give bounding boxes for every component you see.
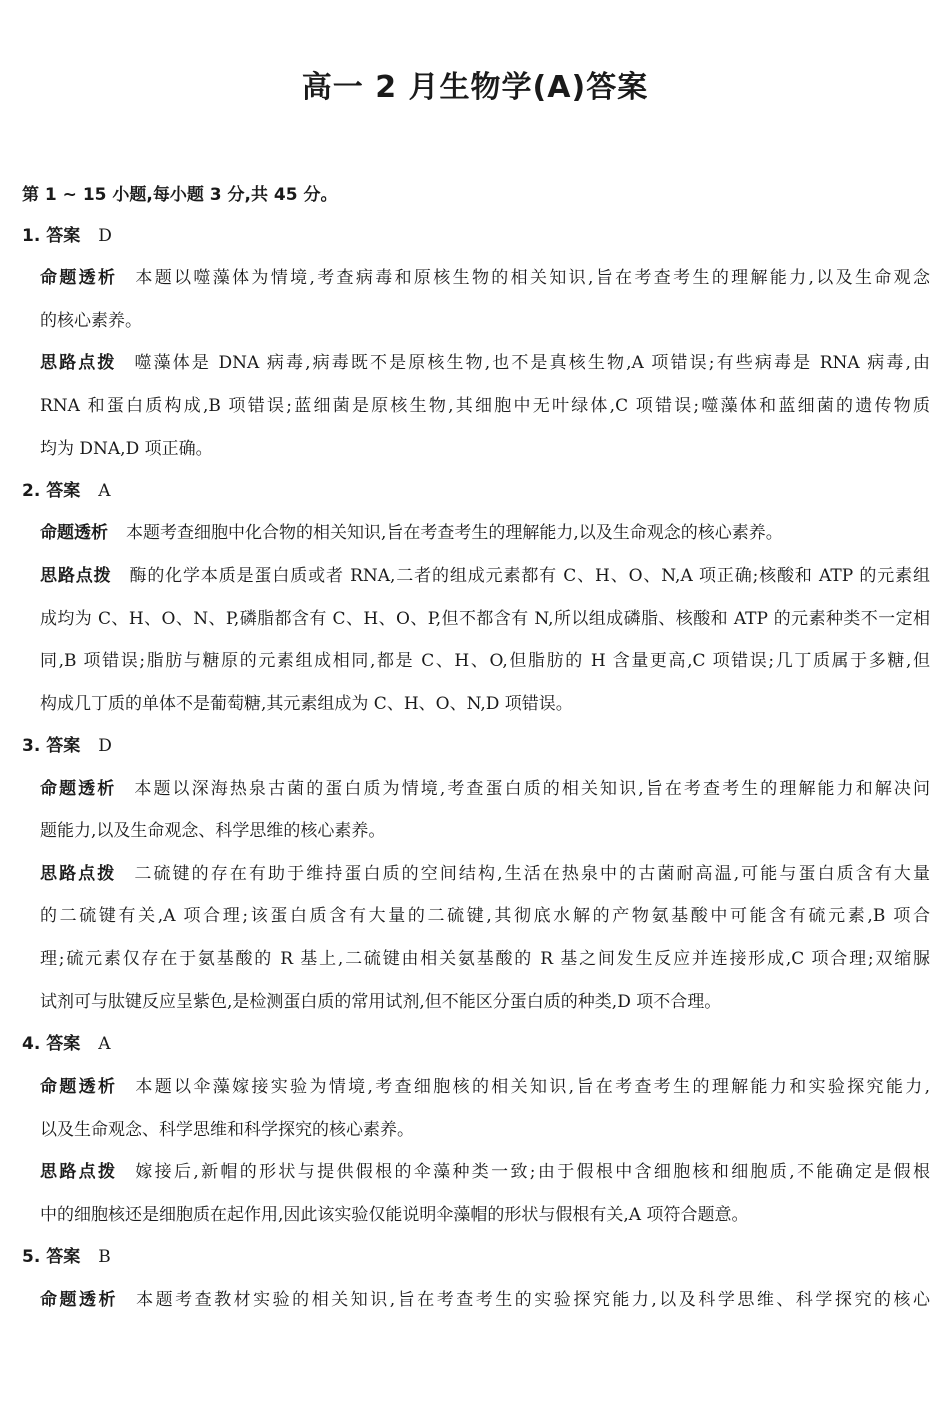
hint-line xyxy=(40,862,930,886)
analysis-line xyxy=(40,266,930,290)
analysis-text: 本题以伞藻嫁接实验为情境,考查细胞核的相关知识,旨在考查考生的理解能力和实验探究能力, xyxy=(135,1077,930,1097)
answer-letter: D xyxy=(98,736,112,756)
question-number: 4. xyxy=(22,1034,41,1054)
answer-label: 答案 xyxy=(46,736,81,756)
hint-line xyxy=(40,564,930,588)
answer-letter: A xyxy=(98,1034,111,1054)
hint-text: 嫁接后,新帽的形状与提供假根的伞藻种类一致;由于假根中含细胞核和细胞质,不能确定是假根 xyxy=(135,1162,930,1182)
analysis-line xyxy=(40,521,783,545)
hint-text: 二硫键的存在有助于维持蛋白质的空间结构,生活在热泉中的古菌耐高温,可能与蛋白质含有大量 xyxy=(134,864,931,884)
analysis-text: 本题以深海热泉古菌的蛋白质为情境,考查蛋白质的相关知识,旨在考查考生的理解能力和解决问 xyxy=(134,779,931,799)
analysis-text: 本题考查教材实验的相关知识,旨在考查考生的实验探究能力,以及科学思维、科学探究的核心 xyxy=(136,1290,930,1310)
analysis-text: 的核心素养。 xyxy=(40,311,142,331)
analysis-label: 命题透析 xyxy=(40,523,108,543)
analysis-label: 命题透析 xyxy=(40,779,117,799)
analysis-text: 以及生命观念、科学思维和科学探究的核心素养。 xyxy=(40,1120,414,1140)
section-intro: 第 1 ~ 15 小题,每小题 3 分,共 45 分。 xyxy=(22,185,338,205)
analysis-label: 命题透析 xyxy=(40,1077,118,1097)
answer-letter: B xyxy=(98,1247,111,1267)
analysis-label: 命题透析 xyxy=(40,268,118,288)
answer-label: 答案 xyxy=(46,1247,81,1267)
hint-line xyxy=(40,351,930,375)
analysis-line xyxy=(40,1288,930,1312)
hint-text: 构成几丁质的单体不是葡萄糖,其元素组成为 C、H、O、N,D 项错误。 xyxy=(40,694,573,714)
hint-text: 中的细胞核还是细胞质在起作用,因此该实验仅能说明伞藻帽的形状与假根有关,A 项符合题意。 xyxy=(40,1205,749,1225)
answer-label: 答案 xyxy=(46,1034,81,1054)
hint-label: 思路点拨 xyxy=(40,353,117,373)
answer-line xyxy=(22,479,111,503)
question-number: 2. xyxy=(22,481,41,501)
hint-label: 思路点拨 xyxy=(40,1162,118,1182)
hint-text: 同,B 项错误;脂肪与糖原的元素组成相同,都是 C、H、O,但脂肪的 H 含量更高,C 项错误;几丁质属于多糖,但 xyxy=(40,651,930,671)
hint-line xyxy=(40,1160,930,1184)
answer-label: 答案 xyxy=(46,481,81,501)
hint-label: 思路点拨 xyxy=(40,864,117,884)
hint-text: 理;硫元素仅存在于氨基酸的 R 基上,二硫键由相关氨基酸的 R 基之间发生反应并连接形成,C 项合理;双缩脲 xyxy=(40,949,930,969)
hint-text: 噬藻体是 DNA 病毒,病毒既不是原核生物,也不是真核生物,A 项错误;有些病毒是 RNA 病毒,由 xyxy=(134,353,930,373)
page-title: 高一 2 月生物学(A)答案 xyxy=(301,70,649,105)
analysis-text: 本题考查细胞中化合物的相关知识,旨在考查考生的理解能力,以及生命观念的核心素养。 xyxy=(126,523,783,543)
hint-text: 成均为 C、H、O、N、P,磷脂都含有 C、H、O、P,但不都含有 N,所以组成磷脂、核酸和 ATP 的元素种类不一定相 xyxy=(40,609,930,629)
analysis-line xyxy=(40,777,930,801)
answer-letter: D xyxy=(98,226,112,246)
answer-label: 答案 xyxy=(46,226,81,246)
answer-line xyxy=(22,1245,111,1269)
analysis-text: 本题以噬藻体为情境,考查病毒和原核生物的相关知识,旨在考查考生的理解能力,以及生命观念 xyxy=(135,268,930,288)
answer-line xyxy=(22,734,112,758)
hint-text: 的二硫键有关,A 项合理;该蛋白质含有大量的二硫键,其彻底水解的产物氨基酸中可能含有硫元素,B 项合 xyxy=(40,906,930,926)
analysis-label: 命题透析 xyxy=(40,1290,119,1310)
analysis-line xyxy=(40,1075,930,1099)
question-number: 3. xyxy=(22,736,41,756)
analysis-text: 题能力,以及生命观念、科学思维的核心素养。 xyxy=(40,821,386,841)
answer-line xyxy=(22,224,112,248)
answer-letter: A xyxy=(98,481,111,501)
question-number: 5. xyxy=(22,1247,41,1267)
hint-text: 酶的化学本质是蛋白质或者 RNA,二者的组成元素都有 C、H、O、N,A 项正确;核酸和 ATP 的元素组 xyxy=(129,566,930,586)
hint-text: 试剂可与肽键反应呈紫色,是检测蛋白质的常用试剂,但不能区分蛋白质的种类,D 项不合理。 xyxy=(40,992,722,1012)
hint-label: 思路点拨 xyxy=(40,566,112,586)
answer-line xyxy=(22,1032,111,1056)
hint-text: 均为 DNA,D 项正确。 xyxy=(40,439,213,459)
question-number: 1. xyxy=(22,226,41,246)
hint-text: RNA 和蛋白质构成,B 项错误;蓝细菌是原核生物,其细胞中无叶绿体,C 项错误;噬藻体和蓝细菌的遗传物质 xyxy=(40,396,930,416)
